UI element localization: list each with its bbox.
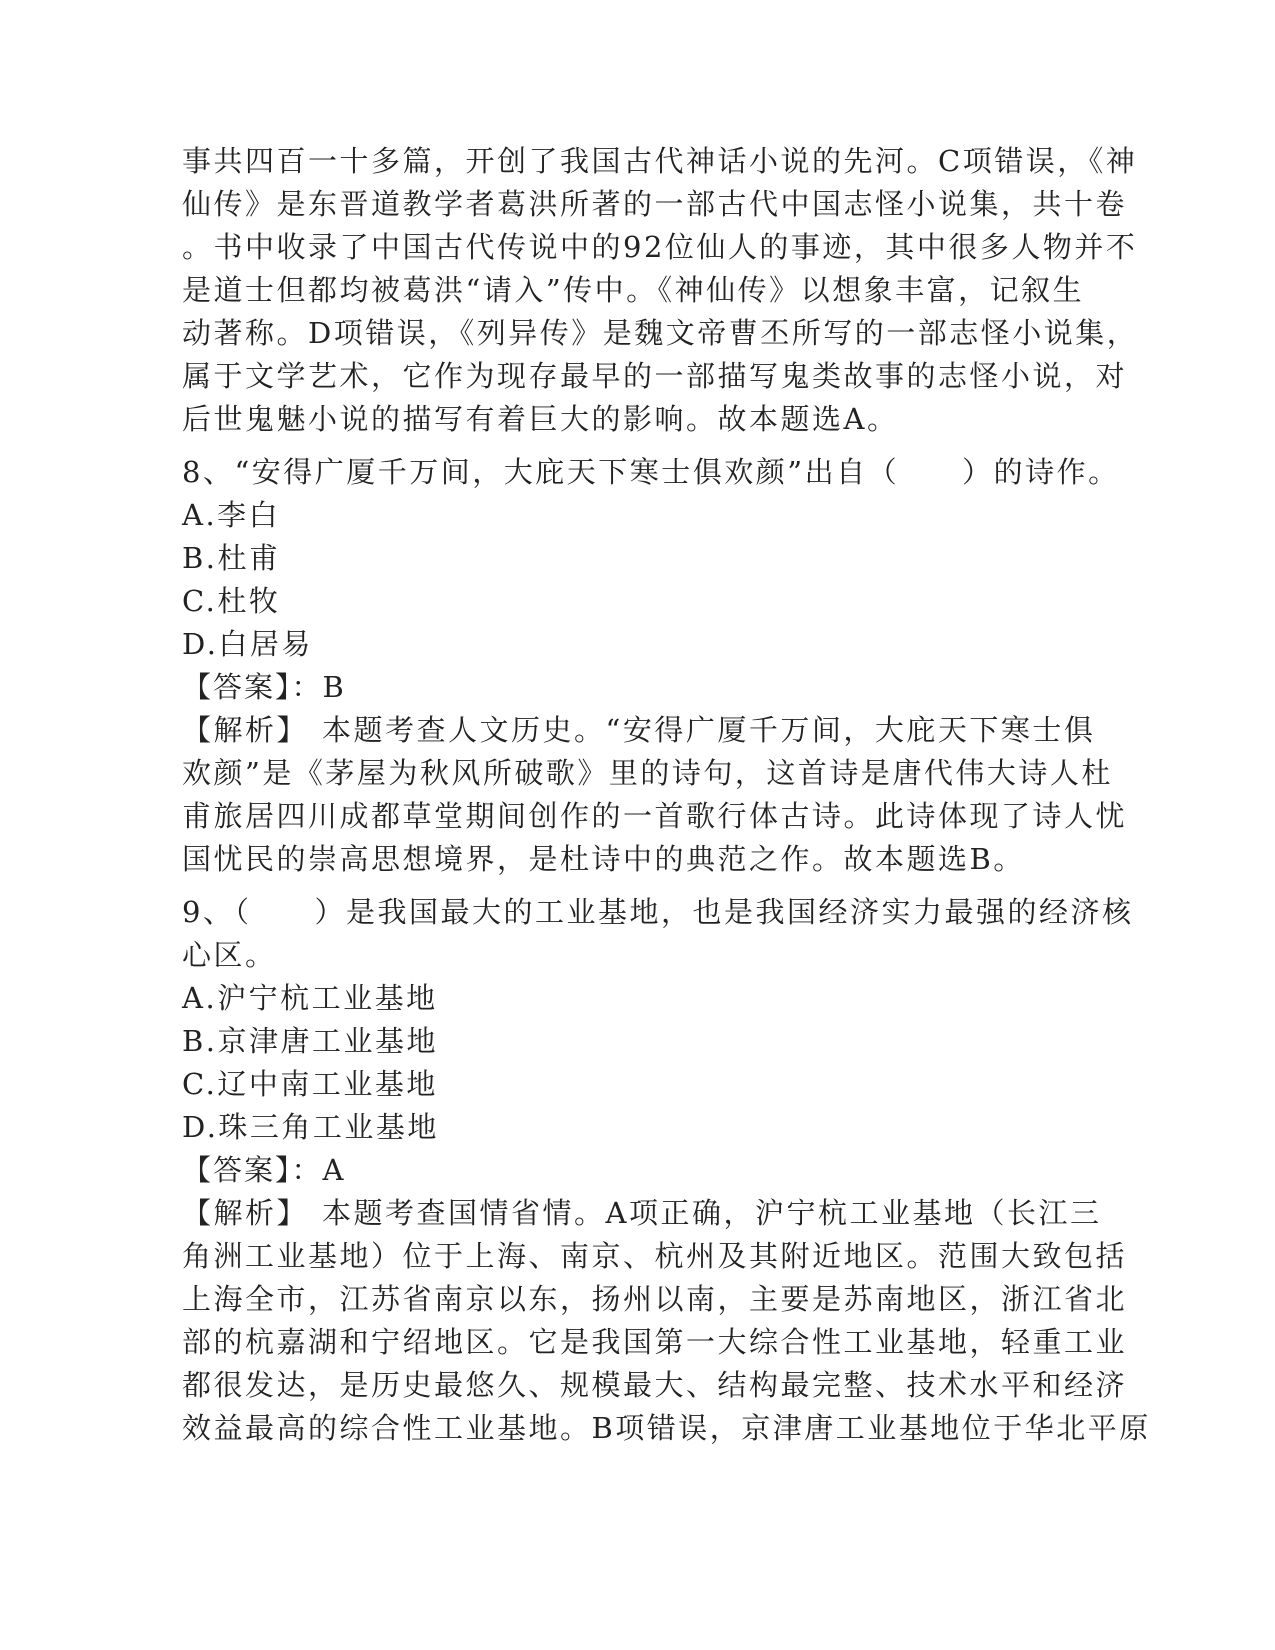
analysis-line: 是道士但都均被葛洪“请入”传中。《神仙传》以想象丰富，记叙生 [182,273,1085,307]
question-text: 心区。 [182,938,277,972]
analysis-line: 本题考查国情省情。A项正确，沪宁杭工业基地（长江三 [322,1196,1102,1230]
answer-value: A [322,1153,346,1187]
analysis-line: 本题考查人文历史。“安得广厦千万间，大庇天下寒士俱 [322,713,1096,747]
question-text: 8、“安得广厦千万间，大庇天下寒士俱欢颜”出自（ ）的诗作。 [182,455,1120,489]
answer-row [182,1149,1082,1192]
previous-analysis [182,140,1139,441]
analysis-line: 效益最高的综合性工业基地。B项错误，京津唐工业基地位于华北平原 [182,1411,1151,1445]
answer-value: B [322,670,347,704]
analysis-line: 角洲工业基地）位于上海、南京、杭州及其附近地区。范围大致包括 [182,1239,1128,1273]
option-a: A.沪宁杭工业基地 [182,981,438,1015]
analysis-line: 上海全市，江苏省南京以东，扬州以南，主要是苏南地区，浙江省北 [182,1282,1128,1316]
analysis-line: 甫旅居四川成都草堂期间创作的一首歌行体古诗。此诗体现了诗人忧 [182,799,1128,833]
analysis-row [182,709,1096,752]
analysis-line: 动著称。D项错误，《列异传》是魏文帝曹丕所写的一部志怪小说集， [182,316,1139,350]
option-d: D.珠三角工业基地 [182,1110,439,1144]
analysis-line: 。书中收录了中国古代传说中的92位仙人的事迹，其中很多人物并不 [182,230,1138,264]
option-b: B.京津唐工业基地 [182,1024,439,1058]
analysis-label: 【解析】 [182,1196,309,1230]
analysis-line: 部的杭嘉湖和宁绍地区。它是我国第一大综合性工业基地，轻重工业 [182,1325,1128,1359]
analysis-label: 【解析】 [182,713,309,747]
answer-label: 【答案】： [182,670,323,704]
analysis-line: 后世鬼魅小说的描写有着巨大的影响。故本题选A。 [182,402,899,436]
option-a: A.李白 [182,498,281,532]
option-c: C.辽中南工业基地 [182,1067,438,1101]
analysis-line: 都很发达，是历史最悠久、规模最大、结构最完整、技术水平和经济 [182,1368,1128,1402]
question-9 [182,891,1151,1450]
option-d: D.白居易 [182,627,313,661]
analysis-line: 仙传》是东晋道教学者葛洪所著的一部古代中国志怪小说集，共十卷 [182,187,1128,221]
answer-row [182,666,1082,709]
question-8 [182,451,1128,881]
analysis-line: 事共四百一十多篇，开创了我国古代神话小说的先河。C项错误，《神 [182,144,1138,178]
question-text: 9、（ ）是我国最大的工业基地，也是我国经济实力最强的经济核 [182,895,1134,929]
document-page [182,140,1151,1450]
option-c: C.杜牧 [182,584,281,618]
analysis-line: 属于文学艺术，它作为现存最早的一部描写鬼类故事的志怪小说，对 [182,359,1128,393]
analysis-line: 欢颜”是《茅屋为秋风所破歌》里的诗句，这首诗是唐代伟大诗人杜 [182,756,1113,790]
analysis-row [182,1192,1102,1235]
answer-label: 【答案】： [182,1153,323,1187]
analysis-line: 国忧民的崇高思想境界，是杜诗中的典范之作。故本题选B。 [182,842,1025,876]
option-b: B.杜甫 [182,541,281,575]
